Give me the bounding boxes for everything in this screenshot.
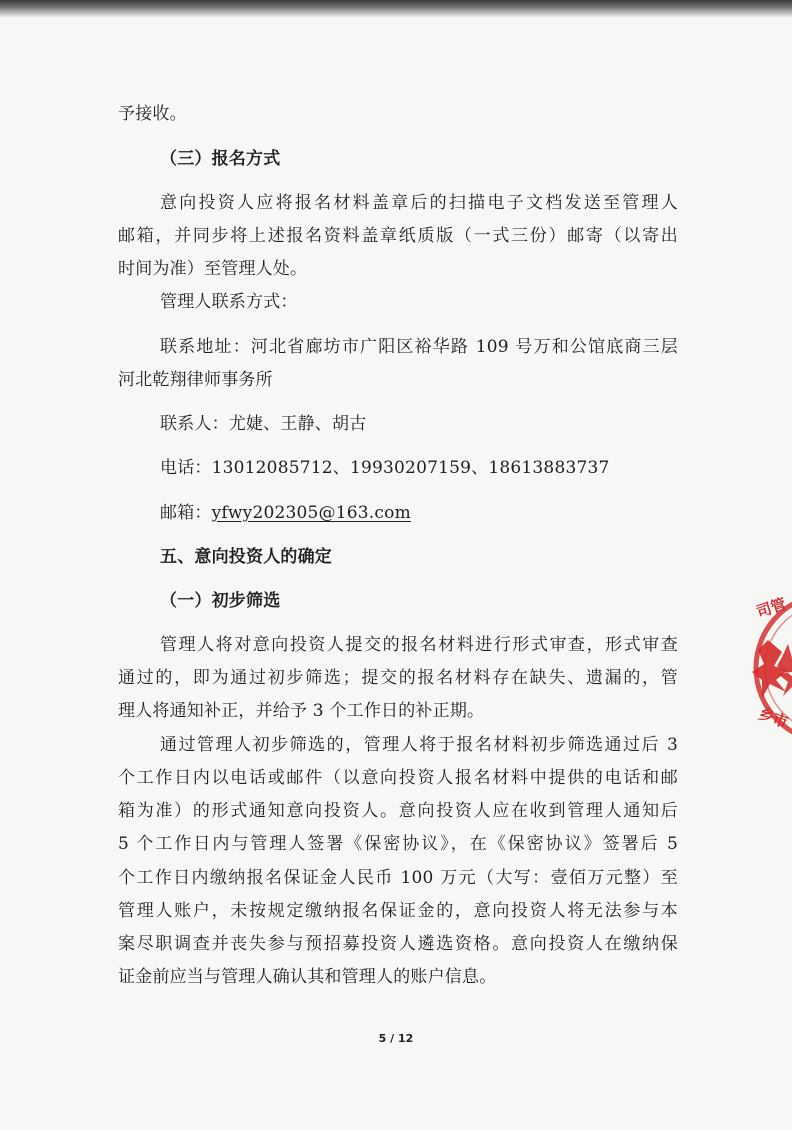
contact-persons: 联系人：尤婕、王静、胡古 bbox=[160, 414, 367, 434]
text-line-1: 予接收。 bbox=[118, 104, 187, 124]
notice-line-8: 证金前应当与管理人确认其和管理人的账户信息。 bbox=[118, 967, 497, 987]
text-line-3: 意向投资人应将报名材料盖章后的扫描电子文档发送至管理人 bbox=[160, 193, 678, 213]
text-line-5: 时间为准）至管理人处。 bbox=[118, 259, 308, 279]
law-firm-name: 河北乾翔律师事务所 bbox=[118, 370, 273, 390]
contact-heading: 管理人联系方式： bbox=[160, 292, 298, 312]
notice-line-7: 案尽职调查并丧失参与预招募投资人遴选资格。意向投资人在缴纳保 bbox=[118, 934, 678, 954]
seal-icon bbox=[748, 586, 792, 750]
notice-line-2: 个工作日内以电话或邮件（以意向投资人报名材料中提供的电话和邮 bbox=[118, 768, 678, 788]
notice-line-1: 通过管理人初步筛选的，管理人将于报名材料初步筛选通过后 3 bbox=[160, 735, 678, 755]
section-heading-determination: 五、意向投资人的确定 bbox=[160, 547, 332, 567]
contact-email-link[interactable]: yfwy202305@163.com bbox=[211, 503, 411, 523]
notice-line-6: 管理人账户，未按规定缴纳报名保证金的，意向投资人将无法参与本 bbox=[118, 901, 678, 921]
contact-email-label: 邮箱： bbox=[160, 503, 212, 523]
contact-phone: 电话：13012085712、19930207159、18613883737 bbox=[160, 458, 610, 478]
notice-line-3: 箱为准）的形式通知意向投资人。意向投资人应在收到管理人通知后 bbox=[118, 801, 678, 821]
screening-line-3: 理人将通知补正，并给予 3 个工作日的补正期。 bbox=[118, 701, 485, 721]
seal-text-bottom: 乡市 bbox=[755, 704, 791, 732]
screening-line-2: 通过的，即为通过初步筛选；提交的报名材料存在缺失、遗漏的，管 bbox=[118, 668, 678, 688]
seal-text-top: 司管 bbox=[754, 594, 789, 622]
notice-line-5: 个工作日内缴纳报名保证金人民币 100 万元（大写：壹佰万元整）至 bbox=[118, 868, 678, 888]
contact-email-row bbox=[160, 503, 411, 523]
screening-line-1: 管理人将对意向投资人提交的报名材料进行形式审查，形式审查 bbox=[160, 635, 678, 655]
subsection-heading-initial-screening: （一）初步筛选 bbox=[160, 591, 281, 611]
text-line-4: 邮箱，并同步将上述报名资料盖章纸质版（一式三份）邮寄（以寄出 bbox=[118, 226, 678, 246]
page-number: 5 / 12 bbox=[378, 1032, 414, 1045]
red-seal-stamp bbox=[748, 586, 792, 750]
notice-line-4: 5 个工作日内与管理人签署《保密协议》，在《保密协议》签署后 5 bbox=[118, 834, 678, 854]
contact-address: 联系地址：河北省廊坊市广阳区裕华路 109 号万和公馆底商三层 bbox=[160, 337, 678, 357]
section-heading-registration-method: （三）报名方式 bbox=[160, 149, 281, 169]
